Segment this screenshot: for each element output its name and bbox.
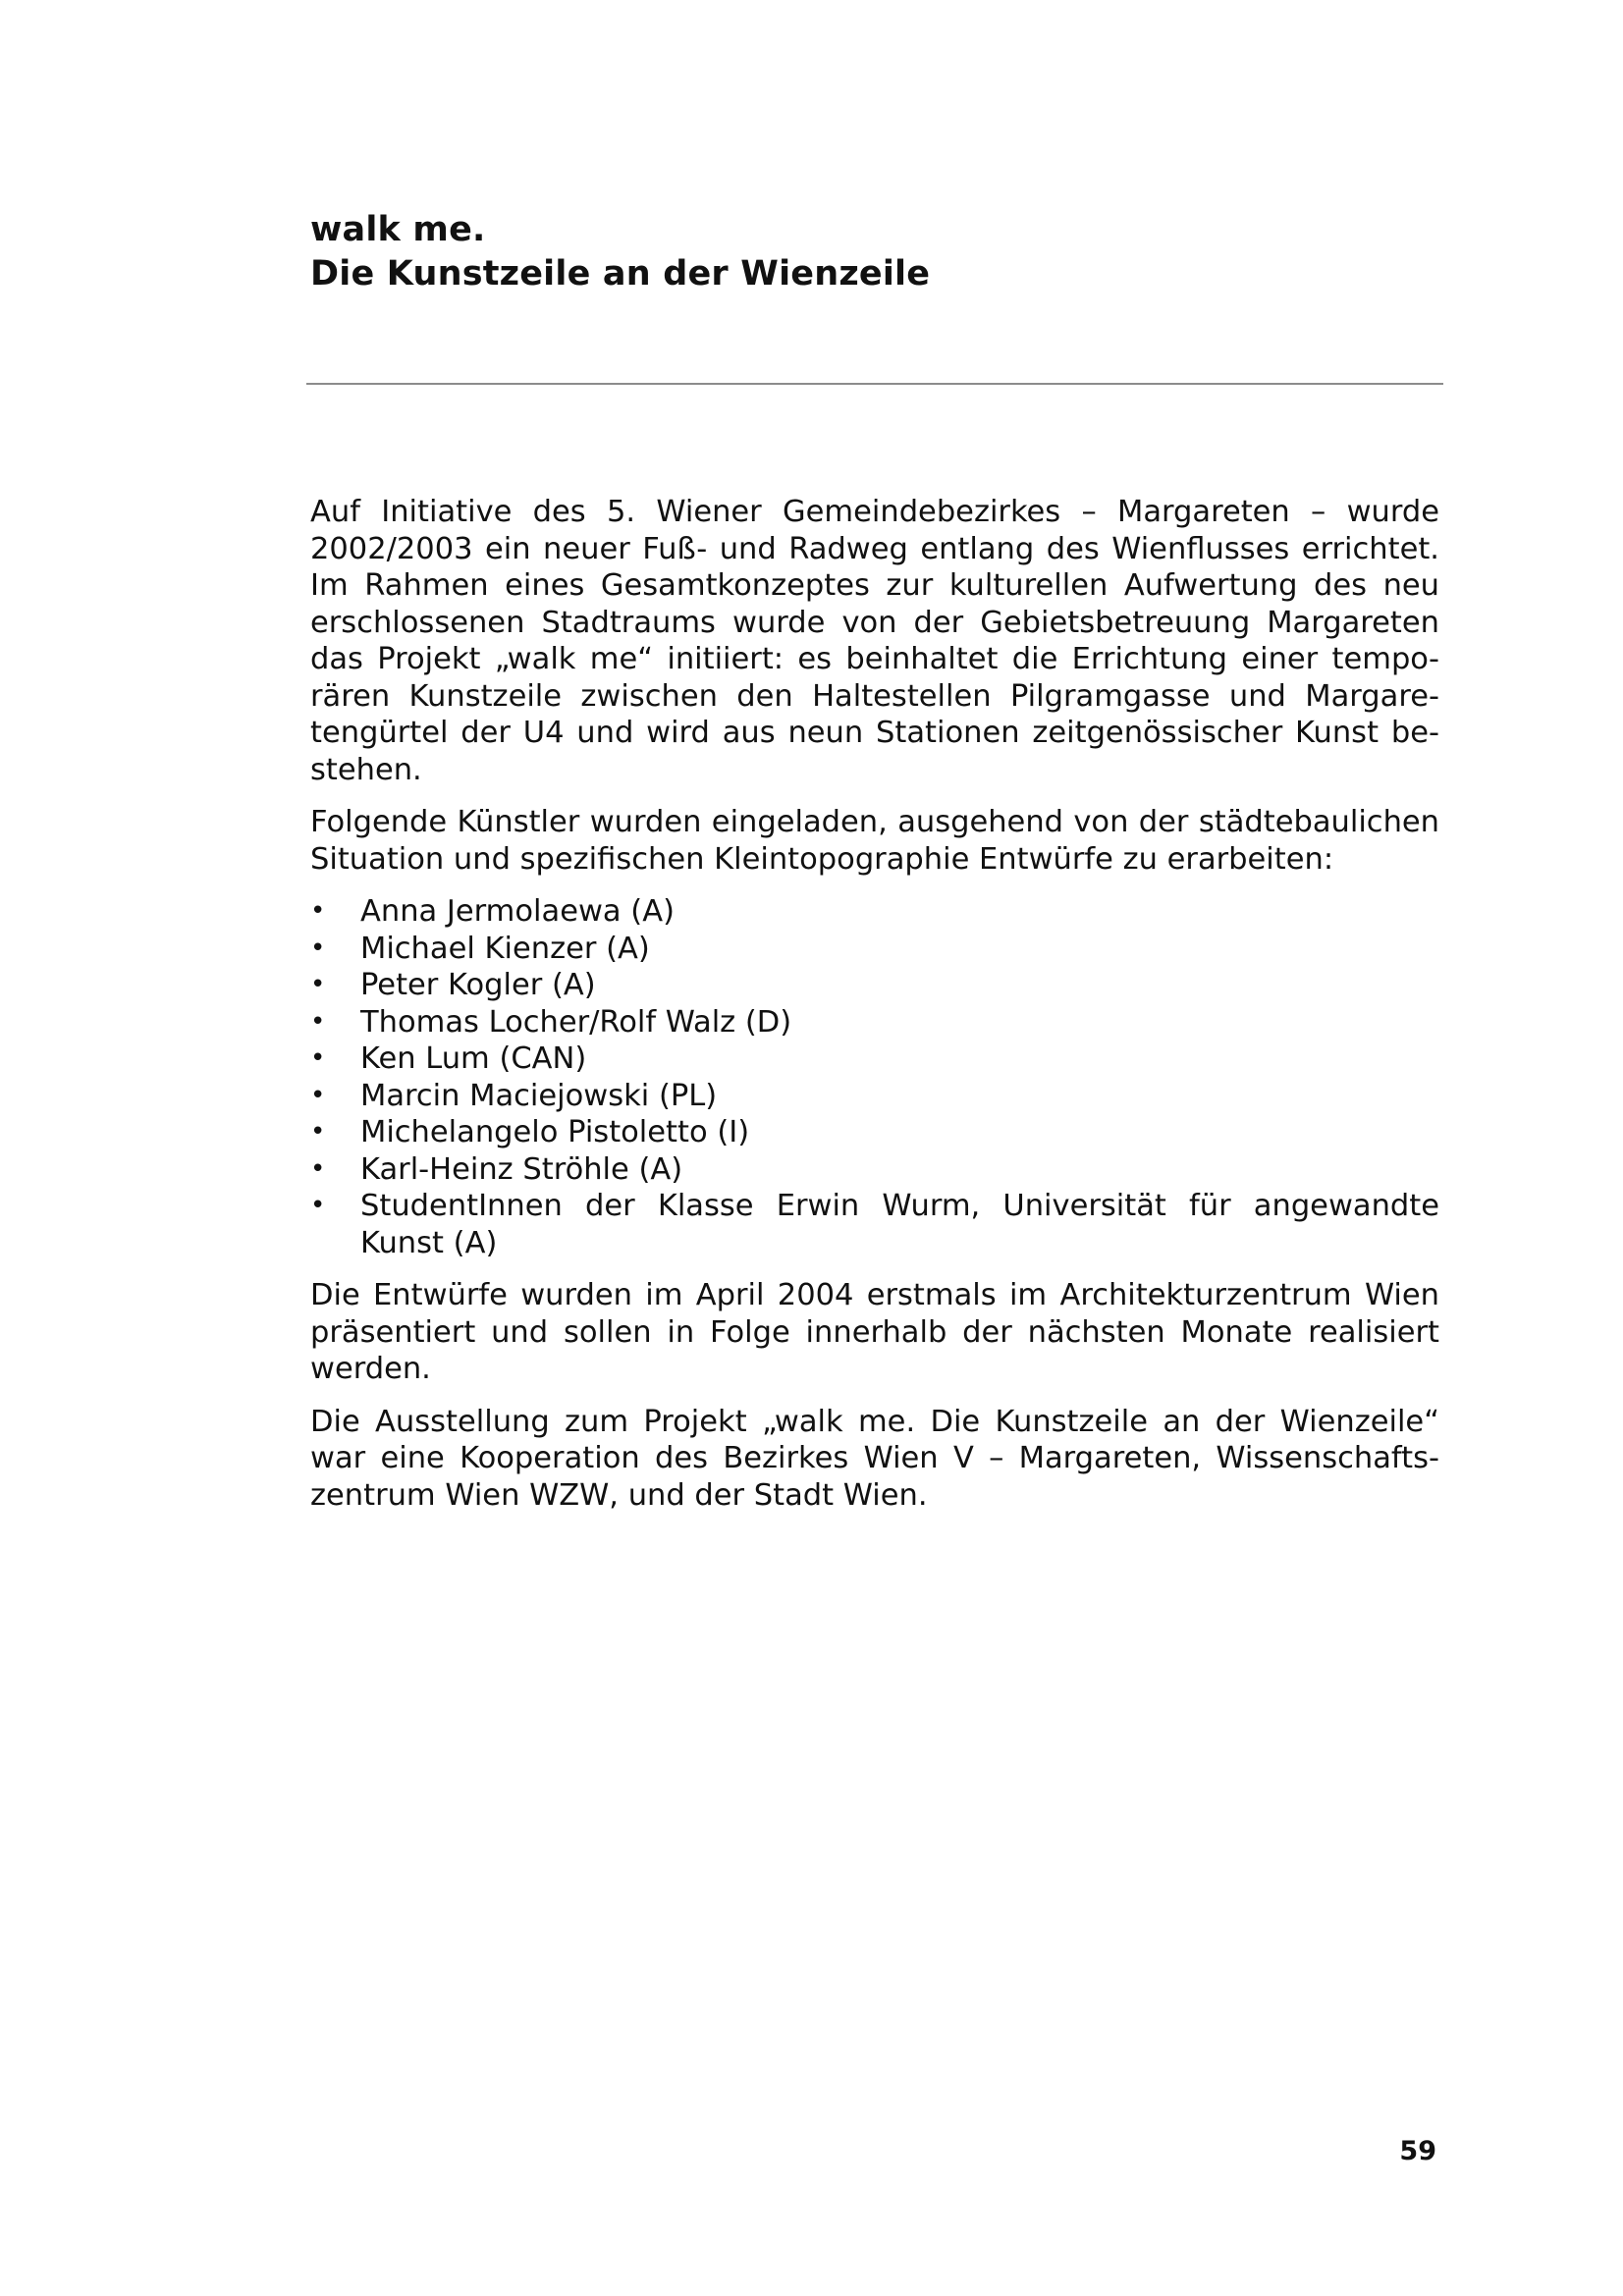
list-item <box>310 1188 1439 1261</box>
bullet-icon: • <box>310 1153 326 1184</box>
artist-name: Peter Kogler (A) <box>360 968 596 1002</box>
title-divider <box>306 383 1443 385</box>
bullet-icon: • <box>310 1191 326 1220</box>
bullet-icon: • <box>310 896 326 926</box>
list-item <box>310 1041 1439 1078</box>
bullet-icon: • <box>310 1006 326 1037</box>
paragraph-invited: Folgende Künstler wurden eingeladen, ausgehend von der städtebaulichen Situation und spezifischen Kleintopographie Entwürfe zu erarbeiten: <box>310 805 1439 877</box>
bullet-icon: • <box>310 933 326 963</box>
list-item <box>310 1004 1439 1041</box>
body-text <box>310 494 1439 1529</box>
bullet-icon: • <box>310 1043 326 1073</box>
title-line-1: walk me. <box>310 210 486 249</box>
bullet-icon: • <box>310 970 326 999</box>
list-item <box>310 893 1439 931</box>
paragraph-presentation: Die Entwürfe wurden im April 2004 erstmals im Architekturzentrum Wien präsentiert und sollen in Folge innerhalb der nächsten Monate realisiert werden. <box>310 1278 1439 1386</box>
page-number: 59 <box>1399 2136 1436 2166</box>
artist-name: Michelangelo Pistoletto (I) <box>360 1115 750 1149</box>
paragraph-exhibition: Die Ausstellung zum Projekt „walk me. Die Kunstzeile an der Wienzeile“ war eine Kooperation des Bezirkes Wien V – Margareten, Wissenschaftszentrum Wien WZW, und der Stadt Wien. <box>310 1404 1439 1513</box>
artist-name: Karl-Heinz Ströhle (A) <box>360 1151 683 1187</box>
list-item <box>310 1078 1439 1115</box>
bullet-icon: • <box>310 1117 326 1147</box>
artist-list <box>310 893 1439 1261</box>
paragraph-intro: Auf Initiative des 5. Wiener Gemeindebezirkes – Margareten – wurde 2002/2003 ein neuer Fuß- und Radweg entlang des Wienflusses errichtet. Im Rahmen eines Gesamtkonzeptes zur kulturellen Aufwertung des neu erschlossenen Stadtraums wurde von der Gebietsbetreuung Margareten das Projekt „walk me“ initiiert: es beinhaltet die Errichtung einer temporären Kunstzeile zwischen den Haltestellen Pilgramgasse und Margaretengürtel der U4 und wird aus neun Stationen zeitgenössischer Kunst bestehen. <box>310 495 1439 787</box>
artist-name: Marcin Maciejowski (PL) <box>360 1078 718 1113</box>
list-item <box>310 1151 1439 1189</box>
artist-name: StudentInnen der Klasse Erwin Wurm, Universität für angewandte Kunst (A) <box>360 1189 1439 1260</box>
list-item <box>310 967 1439 1004</box>
list-item <box>310 1114 1439 1151</box>
artist-name: Michael Kienzer (A) <box>360 931 650 966</box>
bullet-icon: • <box>310 1080 326 1110</box>
artist-name: Thomas Locher/Rolf Walz (D) <box>360 1004 792 1040</box>
title-line-2: Die Kunstzeile an der Wienzeile <box>310 254 931 294</box>
artist-name: Anna Jermolaewa (A) <box>360 894 675 929</box>
artist-name: Ken Lum (CAN) <box>360 1041 587 1076</box>
page-title <box>310 208 1439 296</box>
list-item <box>310 931 1439 968</box>
